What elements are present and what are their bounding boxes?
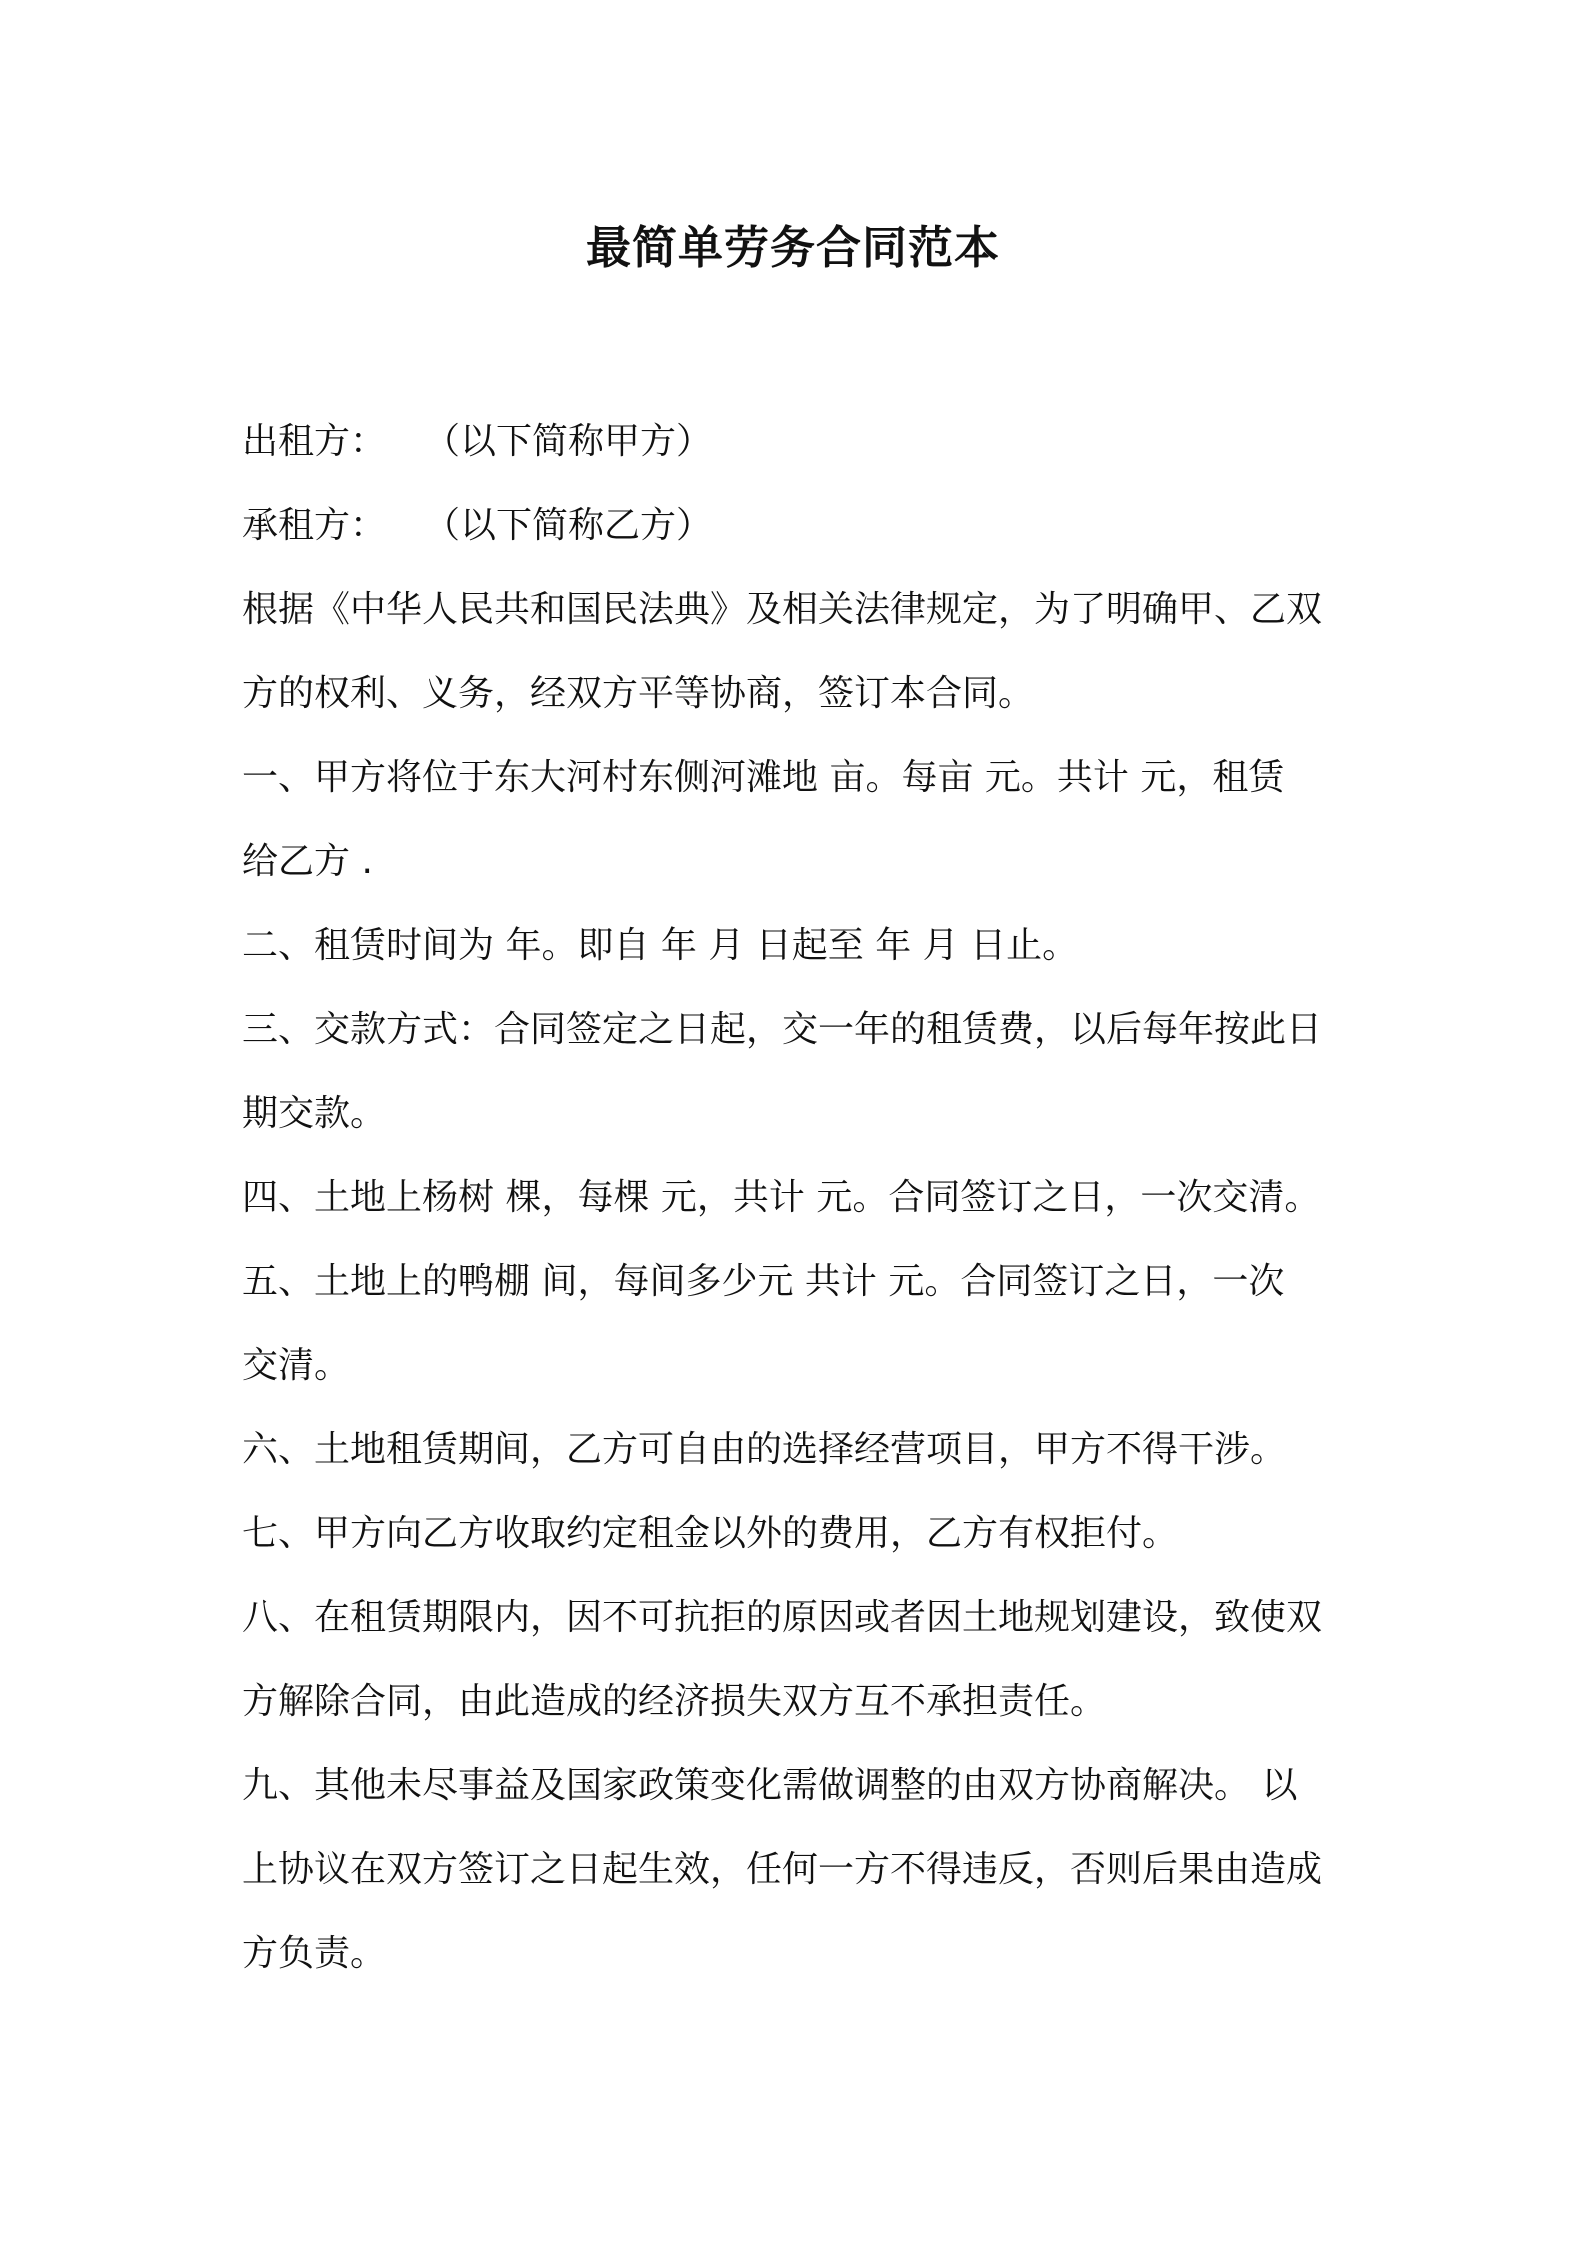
paragraph-line: 七、甲方向乙方收取约定租金以外的费用，乙方有权拒付。 xyxy=(242,1513,1179,1554)
paragraph-line: 给乙方 . xyxy=(242,841,373,882)
paragraph-line: 六、土地租赁期间，乙方可自由的选择经营项目，甲方不得干涉。 xyxy=(242,1429,1287,1470)
paragraph-line: 方的权利、义务，经双方平等协商，签订本合同。 xyxy=(242,673,1035,714)
party-note: （以下简称乙方） xyxy=(424,505,713,546)
paragraph-line: 上协议在双方签订之日起生效，任何一方不得违反，否则后果由造成 xyxy=(242,1849,1323,1890)
paragraph-line: 根据《中华人民共和国民法典》及相关法律规定，为了明确甲、乙双 xyxy=(242,589,1323,630)
paragraph-line: 二、租赁时间为 年。即自 年 月 日起至 年 月 日止。 xyxy=(242,925,1079,966)
paragraph-line: 四、土地上杨树 棵，每棵 元，共计 元。合同签订之日，一次交清。 xyxy=(242,1177,1321,1218)
paragraph-line: 方负责。 xyxy=(242,1933,387,1974)
paragraph-line: 交清。 xyxy=(242,1345,351,1386)
party-line-lessee xyxy=(242,484,1382,568)
paragraph-line: 三、交款方式：合同签定之日起，交一年的租赁费，以后每年按此日 xyxy=(242,1009,1323,1050)
party-note: （以下简称甲方） xyxy=(424,421,713,462)
paragraph-line: 方解除合同，由此造成的经济损失双方互不承担责任。 xyxy=(242,1681,1107,1722)
party-line-lessor xyxy=(242,400,1382,484)
paragraph-line: 八、在租赁期限内，因不可抗拒的原因或者因土地规划建设，致使双 xyxy=(242,1597,1323,1638)
document-title: 最简单劳务合同范本 xyxy=(585,221,1000,274)
paragraph-line: 九、其他未尽事益及国家政策变化需做调整的由双方协商解决。 以 xyxy=(242,1765,1298,1806)
paragraph-line: 一、甲方将位于东大河村东侧河滩地 亩。每亩 元。共计 元，租赁 xyxy=(242,757,1285,798)
paragraph-line: 五、土地上的鸭棚 间，每间多少元 共计 元。合同签订之日，一次 xyxy=(242,1261,1285,1302)
paragraph-line: 期交款。 xyxy=(242,1093,387,1134)
party-label: 承租方： xyxy=(242,505,387,546)
party-label: 出租方： xyxy=(242,421,387,462)
document-body xyxy=(242,400,1382,1996)
